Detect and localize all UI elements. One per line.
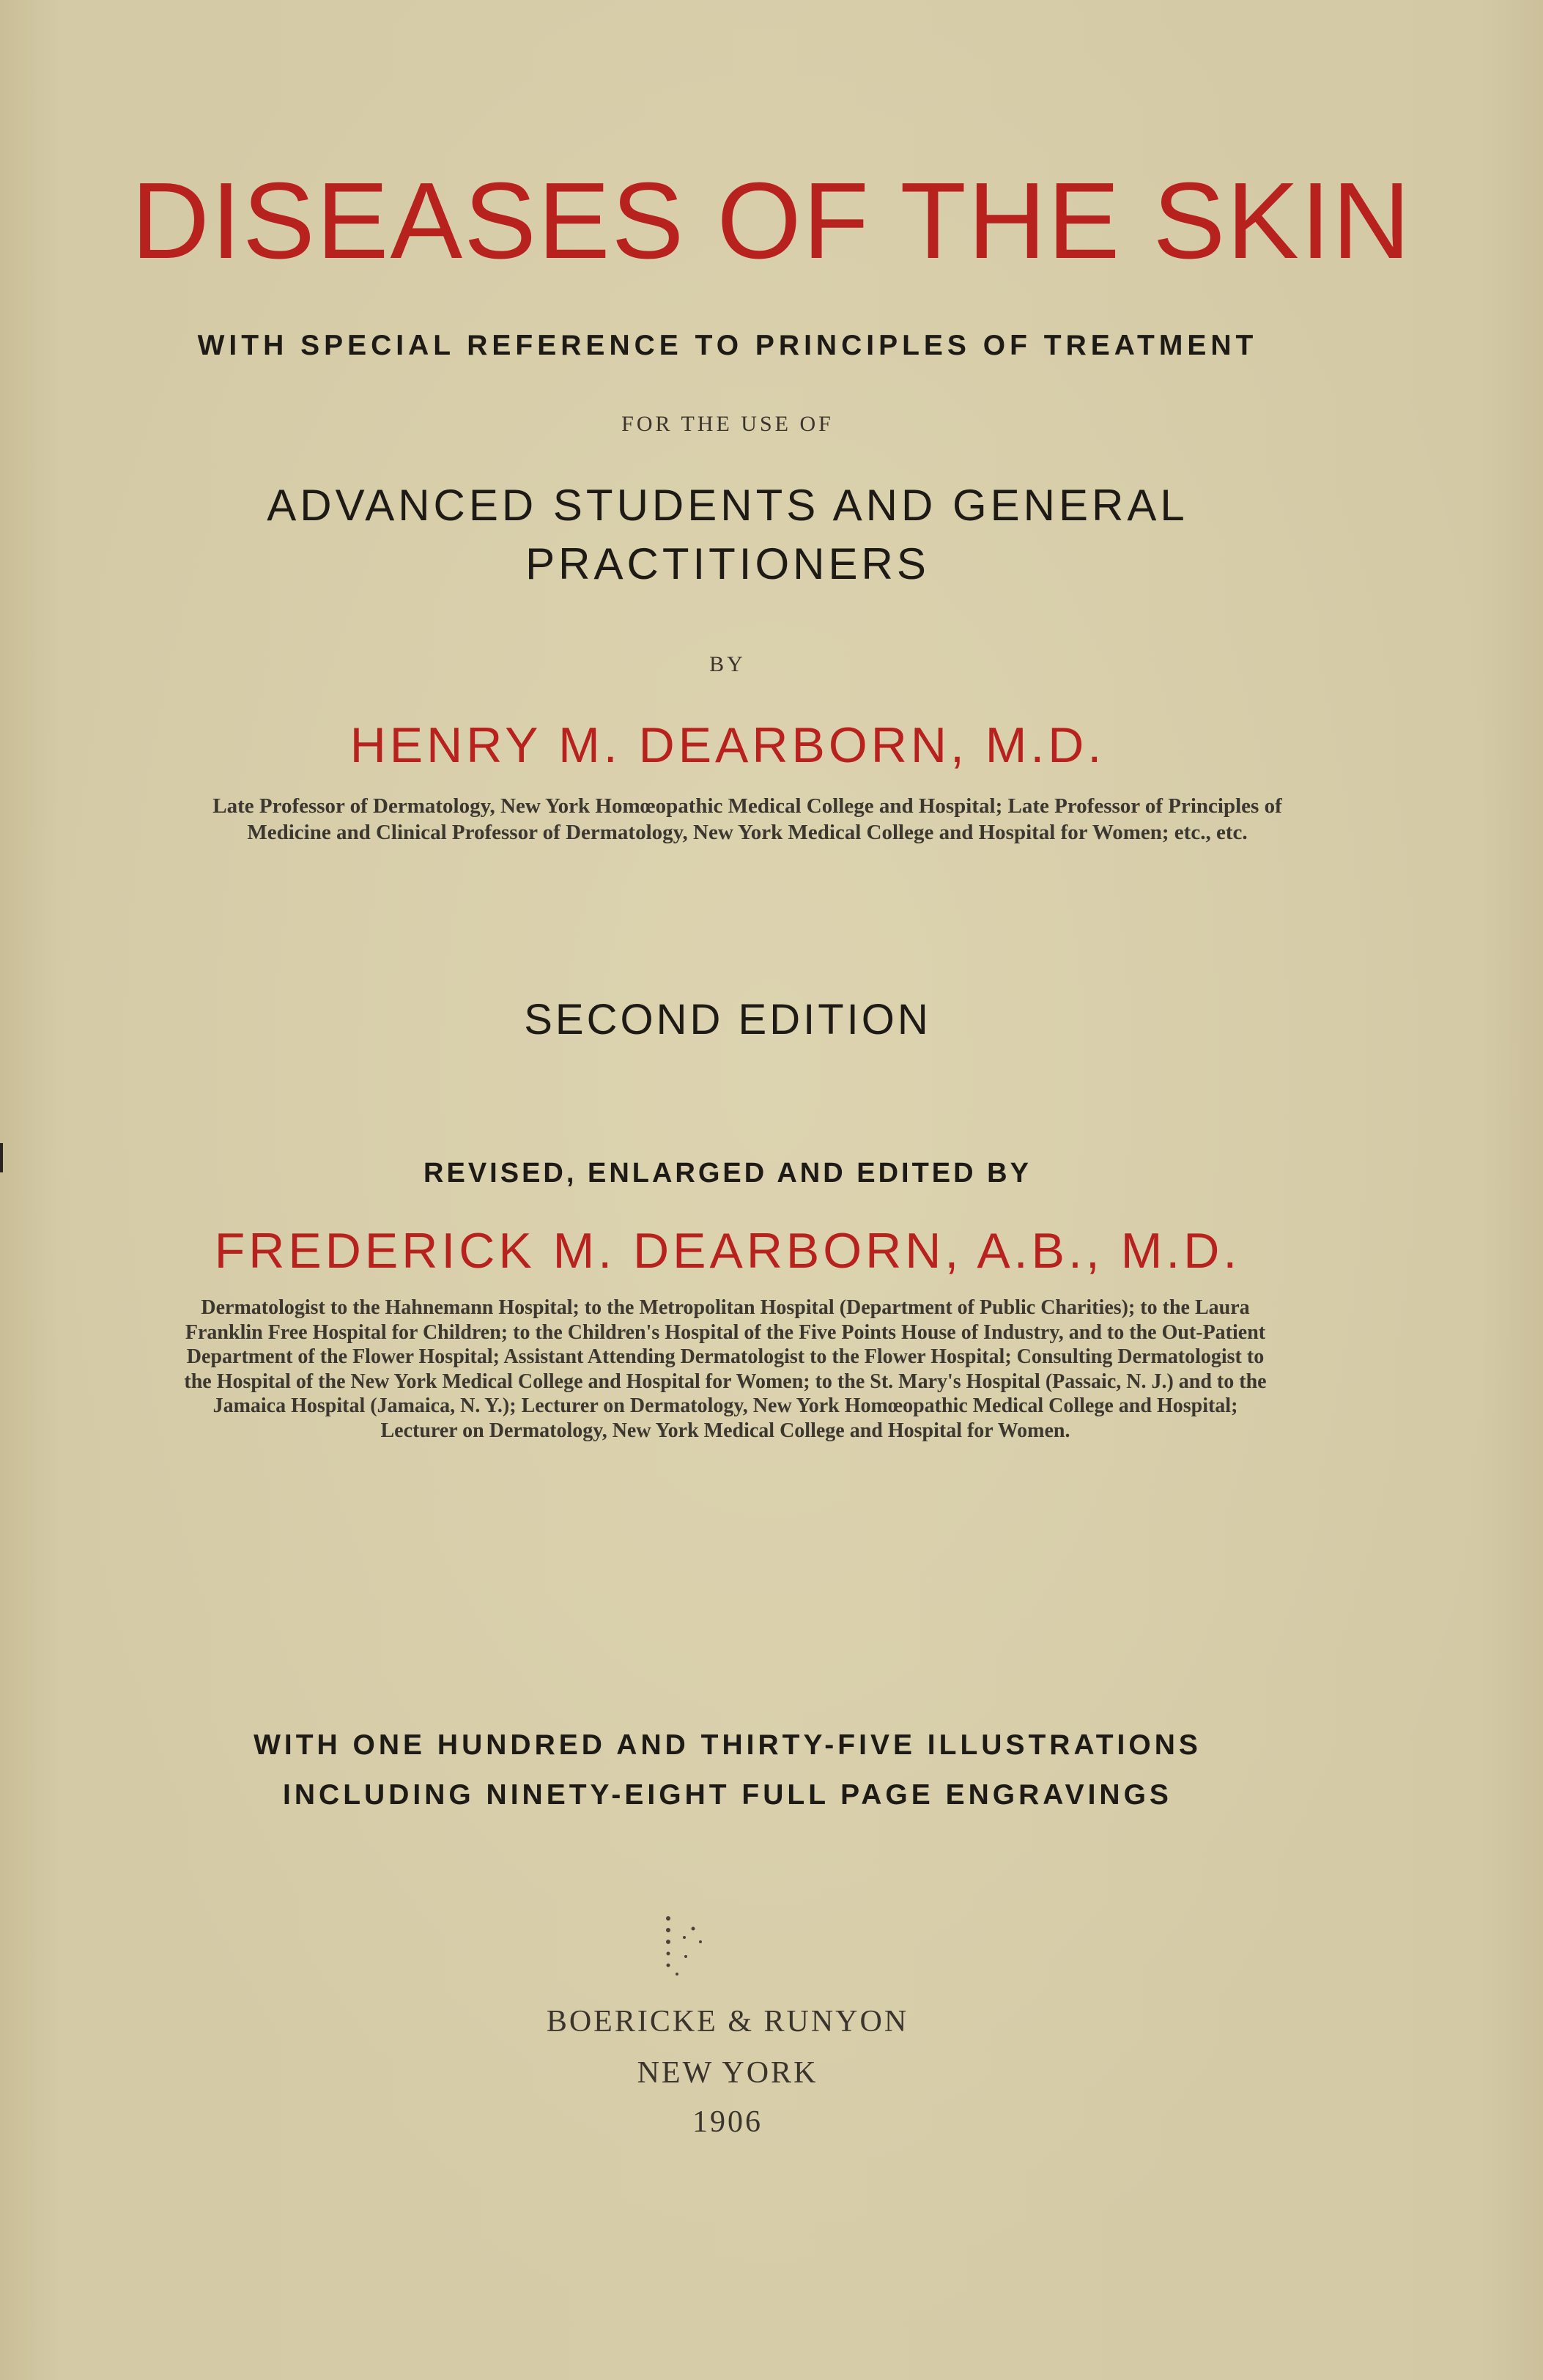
illustrations-line-1: WITH ONE HUNDRED AND THIRTY-FIVE ILLUSTRATIONS	[254, 1729, 1202, 1761]
author-name: HENRY M. DEARBORN, M.D.	[349, 717, 1106, 773]
edition-label: SECOND EDITION	[524, 996, 931, 1043]
publisher-city: NEW YORK	[637, 2056, 818, 2090]
editor-credentials: Dermatologist to the Hahnemann Hospital; to the Metropolitan Hospital (Department of Public Charities); to the Laura Franklin Free Hospital for Children; to the Children's Hospital of the Five Points House of Industry, and to the Out-Patient Department of the Flower Hospital; Assistant Attending Dermatologist to the Flower Hospital; Consulting Dermatologist to the Hospital of the New York Medical College and Hospital for Women; to the St. Mary's Hospital (Passaic, N. J.) and to the Jamaica Hospital (Jamaica, N. Y.); Lecturer on Dermatology, New York Homœopathic Medical College and Hospital; Lecturer on Dermatology, New York Medical College and Hospital for Women.	[184, 1296, 1267, 1442]
revised-by-caption: REVISED, ENLARGED AND EDITED BY	[423, 1158, 1032, 1189]
audience-line-2: PRACTITIONERS	[525, 539, 930, 588]
by-caption: BY	[709, 652, 746, 676]
printer-ornament-icon	[659, 1912, 711, 1978]
publication-year: 1906	[692, 2105, 763, 2139]
book-subtitle: WITH SPECIAL REFERENCE TO PRINCIPLES OF TREATMENT	[197, 330, 1258, 361]
for-use-caption: FOR THE USE OF	[621, 412, 834, 436]
editor-name: FREDERICK M. DEARBORN, A.B., M.D.	[214, 1223, 1241, 1279]
author-credentials: Late Professor of Dermatology, New York Homœopathic Medical College and Hospital; Late Professor of Principles of Medicine and Clinical Professor of Dermatology, New York Medical College and Hospital for Women; etc., etc.	[212, 794, 1282, 844]
book-title: DISEASES OF THE SKIN	[131, 160, 1412, 281]
audience-line-1: ADVANCED STUDENTS AND GENERAL	[267, 481, 1188, 530]
illustrations-line-2: INCLUDING NINETY-EIGHT FULL PAGE ENGRAVINGS	[283, 1779, 1172, 1811]
publisher-name: BOERICKE & RUNYON	[546, 2005, 909, 2039]
